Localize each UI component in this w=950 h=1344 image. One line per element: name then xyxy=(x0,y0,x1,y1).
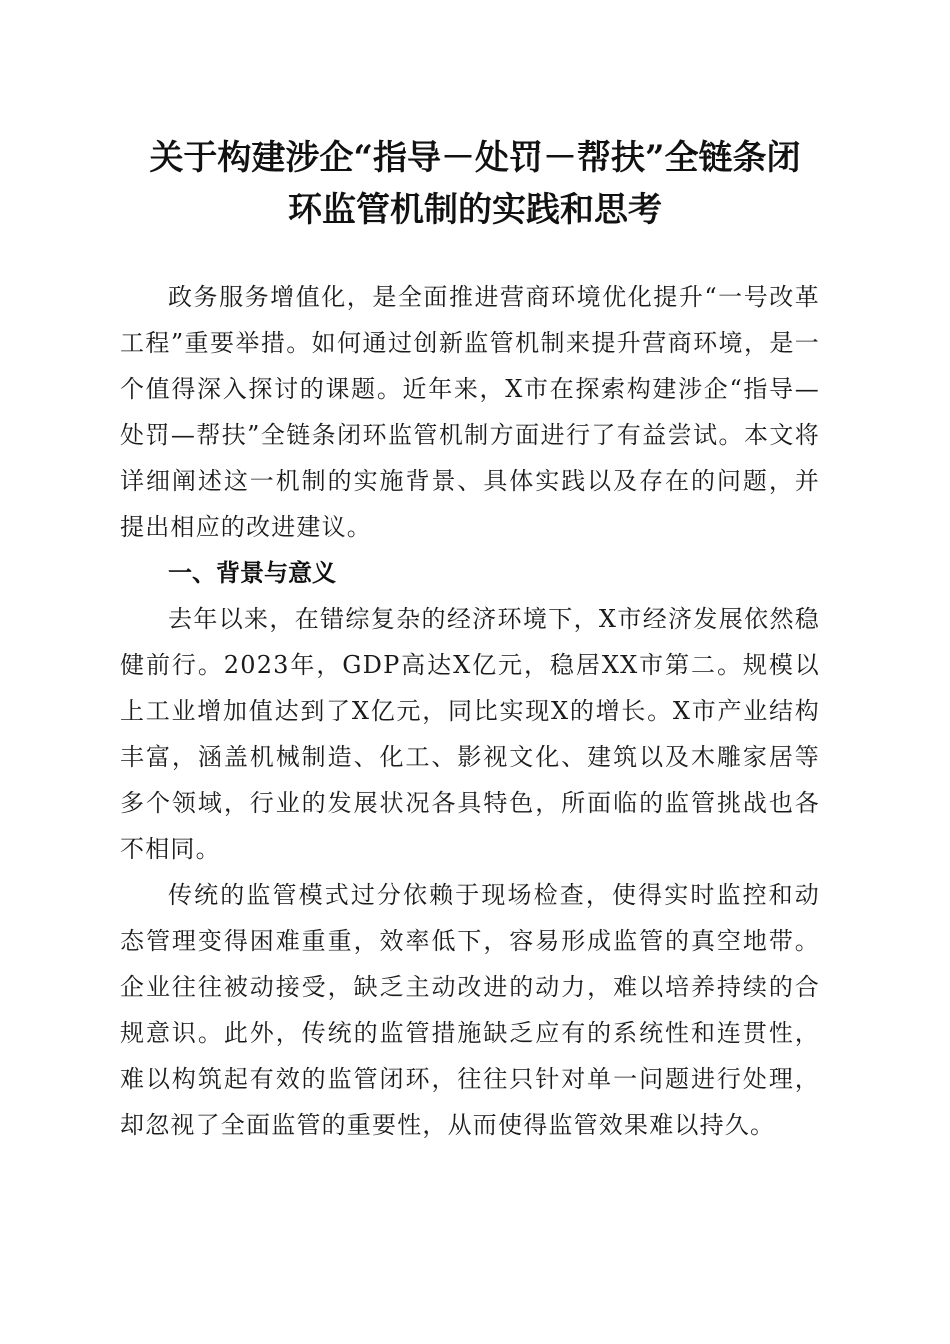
document-title xyxy=(100,132,850,236)
section-heading-1: 一、背景与意义 xyxy=(168,559,336,587)
section1-paragraph-1: 去年以来，在错综复杂的经济环境下，X市经济发展依然稳健前行。2023年，GDP高达X亿元，稳居XX市第二。规模以上工业增加值达到了X亿元，同比实现X的增长。X市产业结构丰富，涵盖机械制造、化工、影视文化、建筑以及木雕家居等多个领域，行业的发展状况各具特色，所面临的监管挑战也各不相同。 xyxy=(120,605,820,863)
document-body xyxy=(120,274,820,1148)
section1-paragraph-2: 传统的监管模式过分依赖于现场检查，使得实时监控和动态管理变得困难重重，效率低下，容易形成监管的真空地带。企业往往被动接受，缺乏主动改进的动力，难以培养持续的合规意识。此外，传统的监管措施缺乏应有的系统性和连贯性，难以构筑起有效的监管闭环，往往只针对单一问题进行处理，却忽视了全面监管的重要性，从而使得监管效果难以持久。 xyxy=(120,881,820,1139)
title-line-2: 环监管机制的实践和思考 xyxy=(288,190,662,230)
title-line-1: 关于构建涉企“指导－处罚－帮扶”全链条闭 xyxy=(149,138,801,178)
intro-paragraph: 政务服务增值化，是全面推进营商环境优化提升“一号改革工程”重要举措。如何通过创新监管机制来提升营商环境，是一个值得深入探讨的课题。近年来，X市在探索构建涉企“指导—处罚—帮扶”全链条闭环监管机制方面进行了有益尝试。本文将详细阐述这一机制的实施背景、具体实践以及存在的问题，并提出相应的改进建议。 xyxy=(120,283,820,541)
